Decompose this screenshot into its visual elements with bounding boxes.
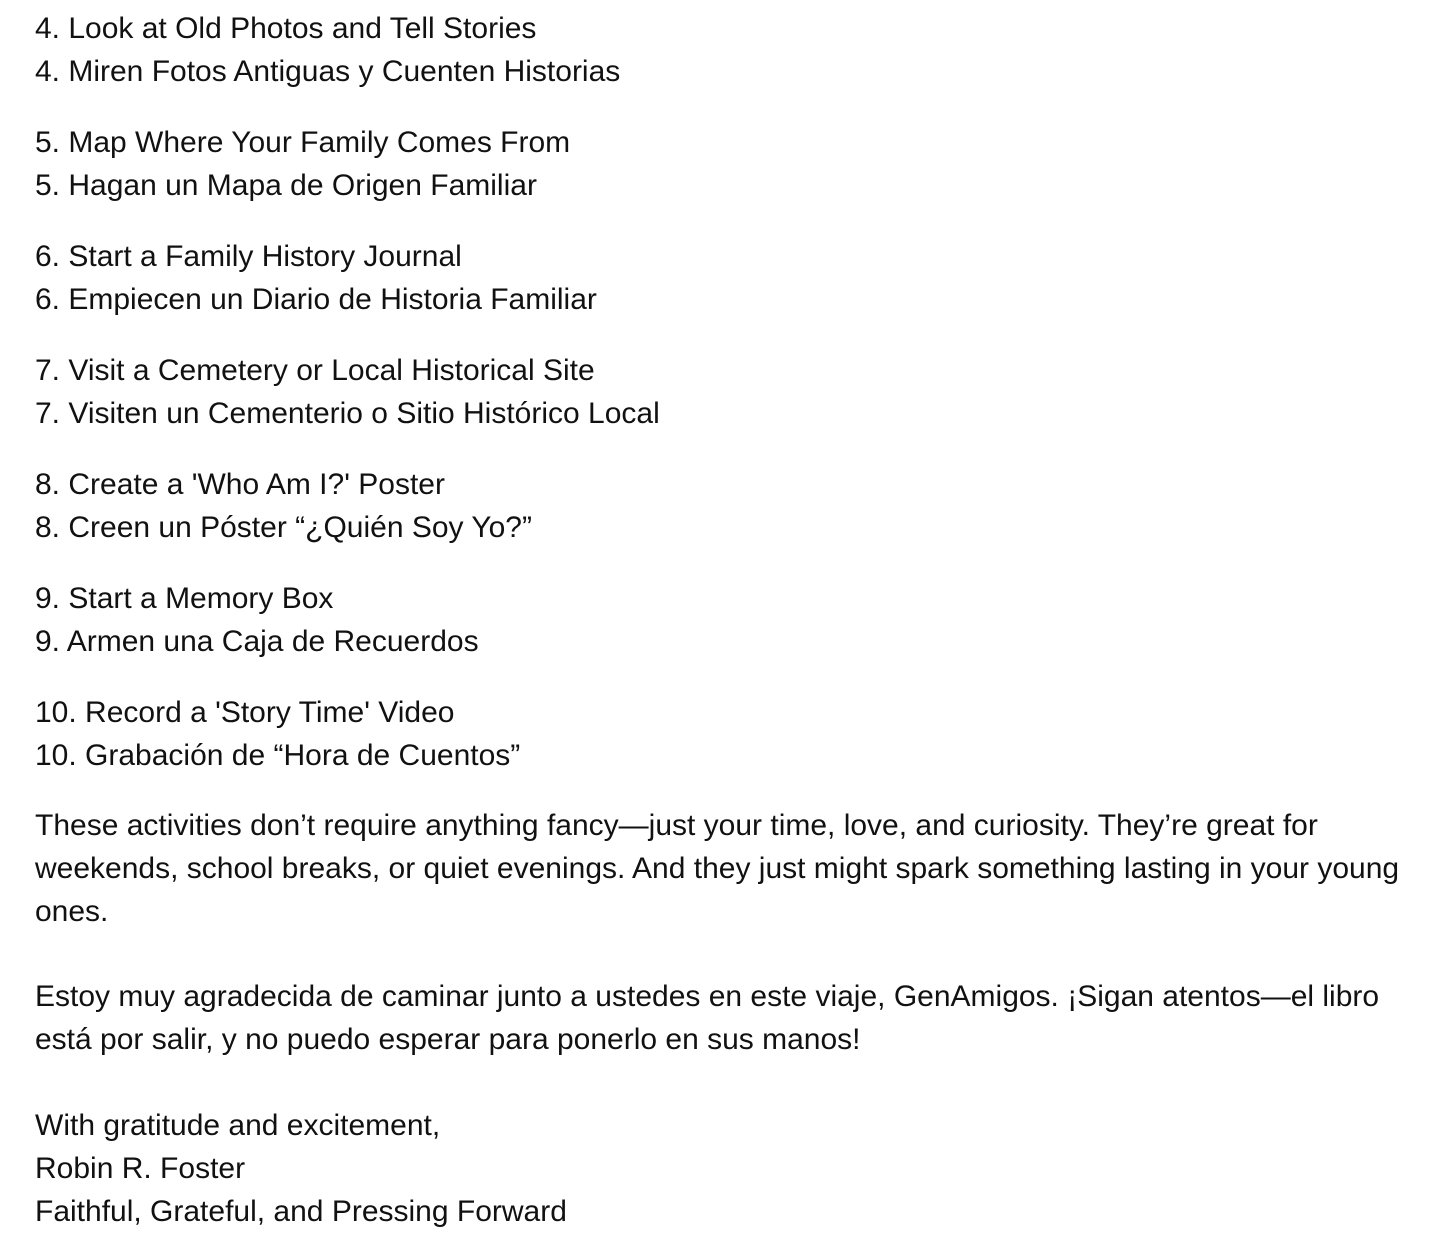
document-body: [35, 7, 1425, 1233]
activity-item-10: [35, 691, 1425, 777]
activity-title-es: 4. Miren Fotos Antiguas y Cuenten Historias: [35, 55, 621, 88]
activity-title-en: 7. Visit a Cemetery or Local Historical Site: [35, 354, 595, 387]
activity-item-9: [35, 577, 1425, 663]
activity-title-es: 5. Hagan un Mapa de Origen Familiar: [35, 169, 537, 202]
closing-paragraph-es: Estoy muy agradecida de caminar junto a ustedes en este viaje, GenAmigos. ¡Sigan atentos—el libro está por salir, y no puedo esperar para ponerlo en sus manos!: [35, 980, 1380, 1056]
signoff-author-name: Robin R. Foster: [35, 1152, 246, 1185]
activity-title-en: 8. Create a 'Who Am I?' Poster: [35, 468, 445, 501]
activity-item-4: [35, 7, 1425, 93]
signoff-block: [35, 1104, 1425, 1233]
signoff-salutation: With gratitude and excitement,: [35, 1109, 441, 1142]
activity-title-es: 8. Creen un Póster “¿Quién Soy Yo?”: [35, 511, 532, 544]
closing-paragraph-en: These activities don’t require anything fancy—just your time, love, and curiosity. They’re great for weekends, school breaks, or quiet evenings. And they just might spark something lasting in your young ones.: [35, 809, 1400, 928]
signoff-tagline: Faithful, Grateful, and Pressing Forward: [35, 1195, 567, 1228]
activity-title-en: 9. Start a Memory Box: [35, 582, 334, 615]
activity-title-es: 6. Empiecen un Diario de Historia Familiar: [35, 283, 597, 316]
activity-title-en: 6. Start a Family History Journal: [35, 240, 462, 273]
activity-item-5: [35, 121, 1425, 207]
activity-title-en: 10. Record a 'Story Time' Video: [35, 696, 455, 729]
activity-item-8: [35, 463, 1425, 549]
activity-title-es: 10. Grabación de “Hora de Cuentos”: [35, 739, 521, 772]
activity-item-7: [35, 349, 1425, 435]
activity-item-6: [35, 235, 1425, 321]
activity-title-es: 7. Visiten un Cementerio o Sitio Histórico Local: [35, 397, 660, 430]
activity-title-es: 9. Armen una Caja de Recuerdos: [35, 625, 479, 658]
activity-title-en: 5. Map Where Your Family Comes From: [35, 126, 571, 159]
activity-title-en: 4. Look at Old Photos and Tell Stories: [35, 12, 537, 45]
